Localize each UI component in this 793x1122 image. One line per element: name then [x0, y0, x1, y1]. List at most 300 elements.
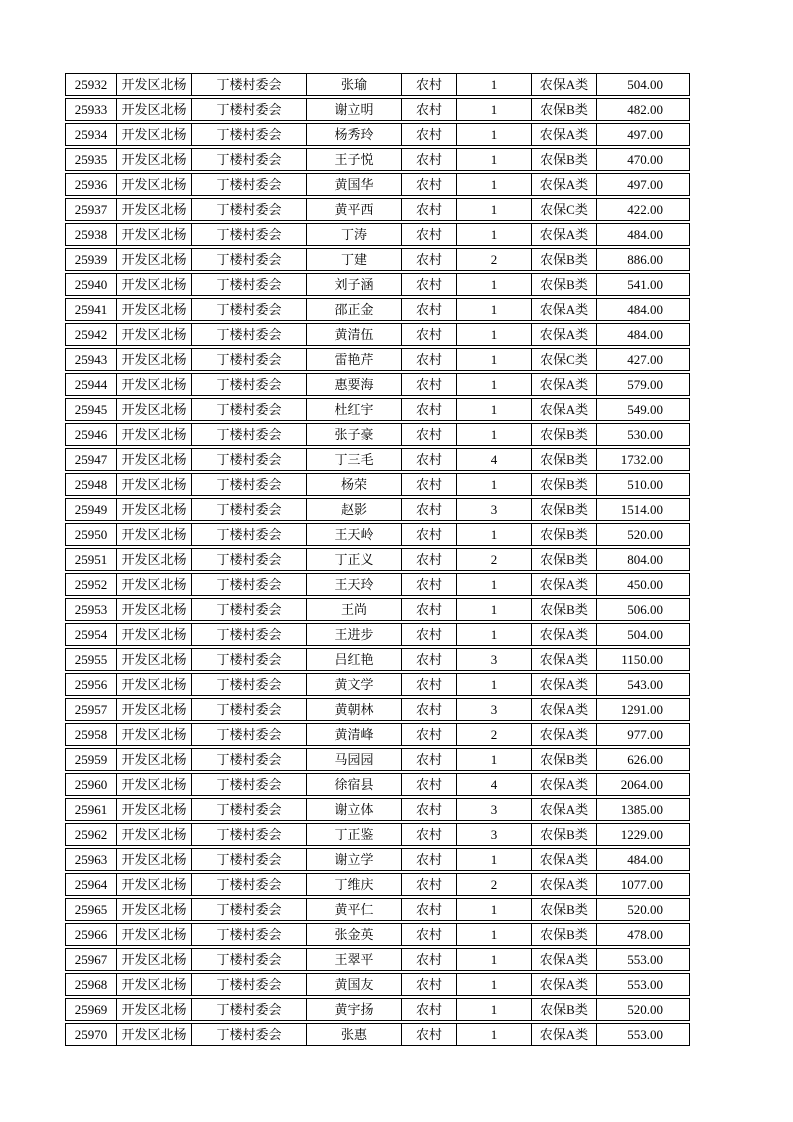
cell-person-name: 邵正金 — [306, 299, 401, 320]
cell-village-committee: 丁楼村委会 — [191, 374, 306, 395]
cell-record-id: 25952 — [74, 577, 108, 592]
cell-person-name: 黄清伍 — [306, 324, 401, 345]
cell-region: 开发区北杨 — [116, 1024, 191, 1045]
table-row — [65, 898, 690, 921]
cell-village-committee: 丁楼村委会 — [191, 474, 306, 495]
table-row — [65, 423, 690, 446]
cell-person-name: 张瑜 — [306, 74, 401, 95]
cell-residence-type: 农村 — [401, 499, 456, 520]
cell-record-id: 25932 — [74, 77, 108, 92]
cell-person-count: 3 — [456, 799, 531, 820]
table-row — [65, 123, 690, 146]
cell-village-committee: 丁楼村委会 — [191, 599, 306, 620]
cell-amount: 1291.00 — [596, 699, 689, 720]
cell-village-committee: 丁楼村委会 — [191, 149, 306, 170]
cell-amount: 520.00 — [596, 524, 689, 545]
cell-residence-type: 农村 — [401, 649, 456, 670]
cell-amount: 422.00 — [596, 199, 689, 220]
cell-region: 开发区北杨 — [116, 949, 191, 970]
cell-insurance-type: 农保B类 — [531, 824, 596, 845]
cell-residence-type: 农村 — [401, 199, 456, 220]
table-row — [65, 598, 690, 621]
cell-insurance-type: 农保C类 — [531, 199, 596, 220]
cell-village-committee: 丁楼村委会 — [191, 749, 306, 770]
cell-residence-type: 农村 — [401, 749, 456, 770]
cell-village-committee: 丁楼村委会 — [191, 849, 306, 870]
cell-record-id: 25957 — [74, 702, 108, 717]
cell-person-count: 1 — [456, 524, 531, 545]
cell-amount: 553.00 — [596, 974, 689, 995]
cell-residence-type: 农村 — [401, 224, 456, 245]
cell-region: 开发区北杨 — [116, 774, 191, 795]
cell-region: 开发区北杨 — [116, 249, 191, 270]
cell-insurance-type: 农保A类 — [531, 224, 596, 245]
cell-person-name: 张金英 — [306, 924, 401, 945]
cell-person-name: 黄朝林 — [306, 699, 401, 720]
cell-village-committee: 丁楼村委会 — [191, 424, 306, 445]
cell-insurance-type: 农保A类 — [531, 849, 596, 870]
cell-person-name: 黄清峰 — [306, 724, 401, 745]
cell-insurance-type: 农保B类 — [531, 999, 596, 1020]
cell-residence-type: 农村 — [401, 274, 456, 295]
cell-region: 开发区北杨 — [116, 649, 191, 670]
table-row — [65, 498, 690, 521]
cell-person-name: 谢立体 — [306, 799, 401, 820]
cell-amount: 553.00 — [596, 949, 689, 970]
cell-person-name: 王翠平 — [306, 949, 401, 970]
cell-person-name: 丁涛 — [306, 224, 401, 245]
cell-region: 开发区北杨 — [116, 174, 191, 195]
cell-person-count: 1 — [456, 924, 531, 945]
cell-residence-type: 农村 — [401, 724, 456, 745]
cell-person-count: 1 — [456, 674, 531, 695]
cell-record-id: 25959 — [74, 752, 108, 767]
cell-region: 开发区北杨 — [116, 924, 191, 945]
cell-person-name: 谢立学 — [306, 849, 401, 870]
cell-residence-type: 农村 — [401, 149, 456, 170]
cell-region: 开发区北杨 — [116, 374, 191, 395]
cell-amount: 543.00 — [596, 674, 689, 695]
cell-insurance-type: 农保A类 — [531, 799, 596, 820]
cell-village-committee: 丁楼村委会 — [191, 974, 306, 995]
cell-person-count: 1 — [456, 149, 531, 170]
table-row — [65, 323, 690, 346]
cell-residence-type: 农村 — [401, 974, 456, 995]
cell-insurance-type: 农保C类 — [531, 349, 596, 370]
cell-amount: 510.00 — [596, 474, 689, 495]
table-row — [65, 248, 690, 271]
cell-person-count: 1 — [456, 74, 531, 95]
cell-region: 开发区北杨 — [116, 549, 191, 570]
cell-record-id: 25946 — [74, 427, 108, 442]
cell-record-id: 25938 — [74, 227, 108, 242]
cell-village-committee: 丁楼村委会 — [191, 349, 306, 370]
cell-amount: 484.00 — [596, 849, 689, 870]
cell-record-id: 25944 — [74, 377, 108, 392]
cell-residence-type: 农村 — [401, 999, 456, 1020]
cell-region: 开发区北杨 — [116, 999, 191, 1020]
cell-person-count: 3 — [456, 699, 531, 720]
cell-residence-type: 农村 — [401, 349, 456, 370]
cell-amount: 520.00 — [596, 899, 689, 920]
cell-village-committee: 丁楼村委会 — [191, 174, 306, 195]
cell-person-count: 1 — [456, 574, 531, 595]
cell-person-name: 黄宇扬 — [306, 999, 401, 1020]
cell-person-count: 1 — [456, 224, 531, 245]
cell-insurance-type: 农保B类 — [531, 274, 596, 295]
cell-record-id: 25956 — [74, 677, 108, 692]
cell-person-name: 丁建 — [306, 249, 401, 270]
table-row — [65, 573, 690, 596]
cell-record-id: 25934 — [74, 127, 108, 142]
cell-residence-type: 农村 — [401, 924, 456, 945]
cell-residence-type: 农村 — [401, 949, 456, 970]
cell-region: 开发区北杨 — [116, 74, 191, 95]
cell-insurance-type: 农保A类 — [531, 324, 596, 345]
cell-insurance-type: 农保A类 — [531, 374, 596, 395]
cell-insurance-type: 农保B类 — [531, 474, 596, 495]
table-row — [65, 348, 690, 371]
cell-village-committee: 丁楼村委会 — [191, 1024, 306, 1045]
cell-insurance-type: 农保B类 — [531, 524, 596, 545]
cell-amount: 478.00 — [596, 924, 689, 945]
cell-village-committee: 丁楼村委会 — [191, 399, 306, 420]
cell-record-id: 25943 — [74, 352, 108, 367]
cell-amount: 497.00 — [596, 174, 689, 195]
cell-amount: 427.00 — [596, 349, 689, 370]
cell-person-count: 1 — [456, 949, 531, 970]
cell-insurance-type: 农保B类 — [531, 749, 596, 770]
cell-village-committee: 丁楼村委会 — [191, 224, 306, 245]
cell-region: 开发区北杨 — [116, 674, 191, 695]
cell-person-name: 黄文学 — [306, 674, 401, 695]
cell-region: 开发区北杨 — [116, 699, 191, 720]
cell-person-count: 1 — [456, 174, 531, 195]
cell-person-count: 1 — [456, 99, 531, 120]
table-row — [65, 223, 690, 246]
cell-insurance-type: 农保B类 — [531, 599, 596, 620]
cell-amount: 553.00 — [596, 1024, 689, 1045]
cell-village-committee: 丁楼村委会 — [191, 724, 306, 745]
cell-region: 开发区北杨 — [116, 524, 191, 545]
table-row — [65, 773, 690, 796]
cell-region: 开发区北杨 — [116, 474, 191, 495]
cell-residence-type: 农村 — [401, 124, 456, 145]
cell-person-count: 4 — [456, 774, 531, 795]
cell-insurance-type: 农保A类 — [531, 874, 596, 895]
table-row — [65, 198, 690, 221]
cell-residence-type: 农村 — [401, 624, 456, 645]
cell-amount: 484.00 — [596, 324, 689, 345]
cell-region: 开发区北杨 — [116, 324, 191, 345]
cell-region: 开发区北杨 — [116, 399, 191, 420]
cell-region: 开发区北杨 — [116, 99, 191, 120]
cell-insurance-type: 农保A类 — [531, 949, 596, 970]
benefit-payment-table — [65, 73, 690, 1048]
cell-village-committee: 丁楼村委会 — [191, 649, 306, 670]
cell-residence-type: 农村 — [401, 474, 456, 495]
table-row — [65, 698, 690, 721]
cell-village-committee: 丁楼村委会 — [191, 624, 306, 645]
cell-person-count: 1 — [456, 974, 531, 995]
cell-region: 开发区北杨 — [116, 349, 191, 370]
cell-person-count: 1 — [456, 749, 531, 770]
table-row — [65, 748, 690, 771]
cell-person-name: 王尚 — [306, 599, 401, 620]
cell-record-id: 25969 — [74, 1002, 108, 1017]
cell-residence-type: 农村 — [401, 574, 456, 595]
cell-insurance-type: 农保B类 — [531, 149, 596, 170]
cell-region: 开发区北杨 — [116, 799, 191, 820]
cell-person-count: 1 — [456, 899, 531, 920]
cell-region: 开发区北杨 — [116, 624, 191, 645]
cell-person-count: 4 — [456, 449, 531, 470]
cell-insurance-type: 农保A类 — [531, 1024, 596, 1045]
cell-region: 开发区北杨 — [116, 824, 191, 845]
cell-person-name: 马园园 — [306, 749, 401, 770]
cell-region: 开发区北杨 — [116, 724, 191, 745]
cell-region: 开发区北杨 — [116, 424, 191, 445]
cell-amount: 886.00 — [596, 249, 689, 270]
cell-village-committee: 丁楼村委会 — [191, 99, 306, 120]
table-row — [65, 873, 690, 896]
cell-village-committee: 丁楼村委会 — [191, 499, 306, 520]
cell-insurance-type: 农保B类 — [531, 499, 596, 520]
cell-record-id: 25960 — [74, 777, 108, 792]
cell-record-id: 25970 — [74, 1027, 108, 1042]
cell-record-id: 25953 — [74, 602, 108, 617]
cell-amount: 497.00 — [596, 124, 689, 145]
cell-region: 开发区北杨 — [116, 899, 191, 920]
cell-person-name: 杜红宇 — [306, 399, 401, 420]
cell-person-name: 刘子涵 — [306, 274, 401, 295]
cell-village-committee: 丁楼村委会 — [191, 199, 306, 220]
table-row — [65, 673, 690, 696]
cell-insurance-type: 农保B类 — [531, 424, 596, 445]
cell-person-name: 赵影 — [306, 499, 401, 520]
cell-amount: 541.00 — [596, 274, 689, 295]
cell-record-id: 25947 — [74, 452, 108, 467]
cell-record-id: 25939 — [74, 252, 108, 267]
cell-residence-type: 农村 — [401, 174, 456, 195]
cell-amount: 484.00 — [596, 299, 689, 320]
cell-amount: 504.00 — [596, 74, 689, 95]
cell-person-name: 丁三毛 — [306, 449, 401, 470]
cell-record-id: 25964 — [74, 877, 108, 892]
cell-record-id: 25958 — [74, 727, 108, 742]
cell-residence-type: 农村 — [401, 874, 456, 895]
cell-village-committee: 丁楼村委会 — [191, 324, 306, 345]
cell-record-id: 25967 — [74, 952, 108, 967]
cell-residence-type: 农村 — [401, 549, 456, 570]
cell-residence-type: 农村 — [401, 99, 456, 120]
cell-person-count: 1 — [456, 274, 531, 295]
cell-region: 开发区北杨 — [116, 974, 191, 995]
cell-record-id: 25948 — [74, 477, 108, 492]
table-row — [65, 98, 690, 121]
table-row — [65, 923, 690, 946]
cell-residence-type: 农村 — [401, 524, 456, 545]
cell-record-id: 25954 — [74, 627, 108, 642]
cell-village-committee: 丁楼村委会 — [191, 299, 306, 320]
cell-amount: 626.00 — [596, 749, 689, 770]
cell-insurance-type: 农保B类 — [531, 924, 596, 945]
cell-record-id: 25935 — [74, 152, 108, 167]
cell-person-name: 张惠 — [306, 1024, 401, 1045]
cell-person-name: 徐宿县 — [306, 774, 401, 795]
cell-residence-type: 农村 — [401, 899, 456, 920]
cell-amount: 1229.00 — [596, 824, 689, 845]
cell-person-name: 黄平西 — [306, 199, 401, 220]
cell-region: 开发区北杨 — [116, 499, 191, 520]
cell-village-committee: 丁楼村委会 — [191, 124, 306, 145]
table-row — [65, 298, 690, 321]
cell-village-committee: 丁楼村委会 — [191, 549, 306, 570]
table-row — [65, 398, 690, 421]
table-row — [65, 998, 690, 1021]
cell-amount: 520.00 — [596, 999, 689, 1020]
cell-residence-type: 农村 — [401, 249, 456, 270]
table-row — [65, 798, 690, 821]
cell-region: 开发区北杨 — [116, 224, 191, 245]
cell-residence-type: 农村 — [401, 674, 456, 695]
cell-region: 开发区北杨 — [116, 149, 191, 170]
cell-person-name: 杨荣 — [306, 474, 401, 495]
table-row — [65, 823, 690, 846]
cell-person-count: 1 — [456, 324, 531, 345]
cell-insurance-type: 农保A类 — [531, 724, 596, 745]
cell-person-name: 黄平仁 — [306, 899, 401, 920]
cell-residence-type: 农村 — [401, 374, 456, 395]
cell-amount: 977.00 — [596, 724, 689, 745]
table-row — [65, 548, 690, 571]
cell-insurance-type: 农保A类 — [531, 624, 596, 645]
cell-person-name: 黄国友 — [306, 974, 401, 995]
table-row — [65, 648, 690, 671]
table-row — [65, 473, 690, 496]
cell-amount: 579.00 — [596, 374, 689, 395]
cell-residence-type: 农村 — [401, 824, 456, 845]
cell-region: 开发区北杨 — [116, 449, 191, 470]
cell-person-count: 1 — [456, 849, 531, 870]
cell-residence-type: 农村 — [401, 774, 456, 795]
cell-person-count: 2 — [456, 249, 531, 270]
cell-amount: 1514.00 — [596, 499, 689, 520]
cell-person-name: 谢立明 — [306, 99, 401, 120]
cell-village-committee: 丁楼村委会 — [191, 999, 306, 1020]
cell-record-id: 25942 — [74, 327, 108, 342]
cell-residence-type: 农村 — [401, 299, 456, 320]
cell-person-name: 丁正鉴 — [306, 824, 401, 845]
cell-person-name: 张子豪 — [306, 424, 401, 445]
cell-amount: 549.00 — [596, 399, 689, 420]
cell-insurance-type: 农保B类 — [531, 549, 596, 570]
cell-amount: 482.00 — [596, 99, 689, 120]
cell-person-count: 1 — [456, 199, 531, 220]
cell-residence-type: 农村 — [401, 799, 456, 820]
cell-insurance-type: 农保A类 — [531, 674, 596, 695]
cell-region: 开发区北杨 — [116, 574, 191, 595]
cell-amount: 2064.00 — [596, 774, 689, 795]
table-row — [65, 448, 690, 471]
cell-village-committee: 丁楼村委会 — [191, 574, 306, 595]
cell-village-committee: 丁楼村委会 — [191, 774, 306, 795]
cell-insurance-type: 农保B类 — [531, 899, 596, 920]
table-row — [65, 623, 690, 646]
cell-amount: 506.00 — [596, 599, 689, 620]
cell-person-count: 1 — [456, 624, 531, 645]
cell-amount: 1077.00 — [596, 874, 689, 895]
cell-region: 开发区北杨 — [116, 299, 191, 320]
cell-person-count: 1 — [456, 599, 531, 620]
cell-amount: 504.00 — [596, 624, 689, 645]
cell-person-count: 1 — [456, 299, 531, 320]
cell-insurance-type: 农保B类 — [531, 249, 596, 270]
cell-village-committee: 丁楼村委会 — [191, 249, 306, 270]
cell-record-id: 25963 — [74, 852, 108, 867]
table-row — [65, 1023, 690, 1046]
cell-amount: 484.00 — [596, 224, 689, 245]
cell-record-id: 25962 — [74, 827, 108, 842]
cell-insurance-type: 农保A类 — [531, 174, 596, 195]
cell-person-name: 吕红艳 — [306, 649, 401, 670]
cell-person-count: 2 — [456, 549, 531, 570]
cell-person-name: 雷艳芹 — [306, 349, 401, 370]
table-row — [65, 148, 690, 171]
cell-insurance-type: 农保B类 — [531, 449, 596, 470]
cell-record-id: 25968 — [74, 977, 108, 992]
cell-insurance-type: 农保A类 — [531, 774, 596, 795]
cell-amount: 450.00 — [596, 574, 689, 595]
table-row — [65, 173, 690, 196]
cell-village-committee: 丁楼村委会 — [191, 924, 306, 945]
cell-region: 开发区北杨 — [116, 124, 191, 145]
cell-record-id: 25966 — [74, 927, 108, 942]
table-row — [65, 73, 690, 96]
cell-amount: 1732.00 — [596, 449, 689, 470]
cell-residence-type: 农村 — [401, 699, 456, 720]
cell-village-committee: 丁楼村委会 — [191, 949, 306, 970]
cell-insurance-type: 农保B类 — [531, 99, 596, 120]
cell-insurance-type: 农保A类 — [531, 299, 596, 320]
cell-village-committee: 丁楼村委会 — [191, 674, 306, 695]
cell-person-name: 黄国华 — [306, 174, 401, 195]
table-row — [65, 948, 690, 971]
cell-village-committee: 丁楼村委会 — [191, 449, 306, 470]
cell-person-name: 王天玲 — [306, 574, 401, 595]
cell-residence-type: 农村 — [401, 424, 456, 445]
cell-record-id: 25961 — [74, 802, 108, 817]
cell-region: 开发区北杨 — [116, 599, 191, 620]
cell-residence-type: 农村 — [401, 74, 456, 95]
cell-person-count: 2 — [456, 724, 531, 745]
cell-person-name: 王子悦 — [306, 149, 401, 170]
cell-person-count: 1 — [456, 1024, 531, 1045]
cell-person-count: 1 — [456, 124, 531, 145]
cell-amount: 530.00 — [596, 424, 689, 445]
cell-amount: 804.00 — [596, 549, 689, 570]
cell-region: 开发区北杨 — [116, 849, 191, 870]
cell-insurance-type: 农保A类 — [531, 574, 596, 595]
cell-record-id: 25955 — [74, 652, 108, 667]
cell-village-committee: 丁楼村委会 — [191, 524, 306, 545]
table-row — [65, 973, 690, 996]
cell-record-id: 25949 — [74, 502, 108, 517]
cell-residence-type: 农村 — [401, 399, 456, 420]
cell-insurance-type: 农保A类 — [531, 399, 596, 420]
cell-village-committee: 丁楼村委会 — [191, 274, 306, 295]
cell-village-committee: 丁楼村委会 — [191, 699, 306, 720]
